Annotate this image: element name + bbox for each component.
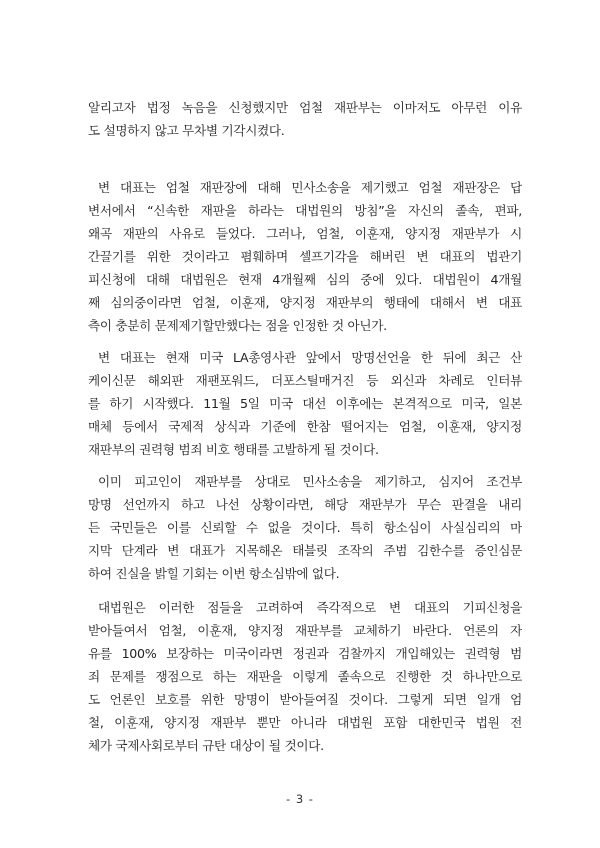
text-line: 알리고자 법정 녹음을 신청했지만 엄철 재판부는 이마저도 아무런 이유 — [88, 100, 522, 115]
paragraph-1 — [88, 96, 522, 142]
paragraph-3 — [88, 346, 522, 461]
text-line: 지막 단계라 변 대표가 지목해온 태블릿 조작의 주범 김한수를 증인심문 — [88, 543, 522, 558]
text-line: 왜곡 재판의 사유로 들었다. 그러나, 엄철, 이훈재, 양지정 재판부가 시 — [88, 226, 522, 241]
text-line: 체가 국제사회로부터 규탄 대상이 될 것이다. — [88, 738, 324, 753]
text-line: 변 대표는 엄철 재판장에 대해 민사소송을 제기했고 엄철 재판장은 답 — [98, 180, 522, 195]
text-line: 피신청에 대해 대법원은 현재 4개월째 심의 중에 있다. 대법원이 4개월 — [88, 272, 522, 287]
text-line: 변서에서 “신속한 재판을 하라는 대법원의 방침”을 자신의 졸속, 편파, — [88, 203, 522, 218]
text-line: 도 설명하지 않고 무차별 기각시켰다. — [88, 123, 285, 138]
text-line: 유를 100% 보장하는 미국이라면 정권과 검찰까지 개입해있는 권력형 범 — [88, 646, 522, 661]
paragraph-4 — [88, 470, 522, 585]
paragraph-2 — [88, 176, 522, 337]
text-line: 이미 피고인이 재판부를 상대로 민사소송을 제기하고, 심지어 조건부 — [98, 474, 522, 489]
text-line: 도 언론인 보호를 위한 망명이 받아들여질 것이다. 그렇게 되면 일개 엄 — [88, 692, 522, 707]
text-line: 를 하기 시작했다. 11월 5일 미국 대선 이후에는 본격적으로 미국, 일본 — [88, 396, 522, 411]
text-line: 죄 문제를 쟁점으로 하는 재판을 이렇게 졸속으로 진행한 것 하나만으로 — [88, 669, 522, 684]
text-line: 째 심의중이라면 엄철, 이훈재, 양지정 재판부의 행태에 대해서 변 대표 — [88, 295, 522, 310]
text-line: 재판부의 권력형 범죄 비호 행태를 고발하게 될 것이다. — [88, 442, 379, 457]
page-number: - 3 - — [286, 792, 314, 806]
text-line: 케이신문 해외판 재팬포워드, 더포스틸매거진 등 외신과 차례로 인터뷰 — [88, 373, 522, 388]
text-line: 망명 선언까지 하고 나선 상황이라면, 해당 재판부가 무슨 판결을 내리 — [88, 497, 522, 512]
text-line: 철, 이훈재, 양지정 재판부 뿐만 아니라 대법원 포함 대한민국 법원 전 — [88, 715, 522, 730]
text-line: 간끌기를 위한 것이라고 폄훼하며 셀프기각을 해버린 변 대표의 법관기 — [88, 249, 522, 264]
paragraph-5 — [88, 596, 522, 757]
text-line: 든 국민들은 이를 신뢰할 수 없을 것이다. 특히 항소심이 사실심리의 마 — [88, 520, 522, 535]
text-line: 측이 충분히 문제제기할만했다는 점을 인정한 것 아닌가. — [88, 318, 387, 333]
text-line: 변 대표는 현재 미국 LA총영사관 앞에서 망명선언을 한 뒤에 최근 산 — [98, 350, 522, 365]
text-line: 대법원은 이러한 점들을 고려하여 즉각적으로 변 대표의 기피신청을 — [98, 600, 522, 615]
text-line: 하여 진실을 밝힐 기회는 이번 항소심밖에 없다. — [88, 566, 340, 581]
text-line: 받아들여서 엄철, 이훈재, 양지정 재판부를 교체하기 바란다. 언론의 자 — [88, 623, 522, 638]
text-line: 매체 등에서 국제적 상식과 기준에 한참 떨어지는 엄철, 이훈재, 양지정 — [88, 419, 522, 434]
